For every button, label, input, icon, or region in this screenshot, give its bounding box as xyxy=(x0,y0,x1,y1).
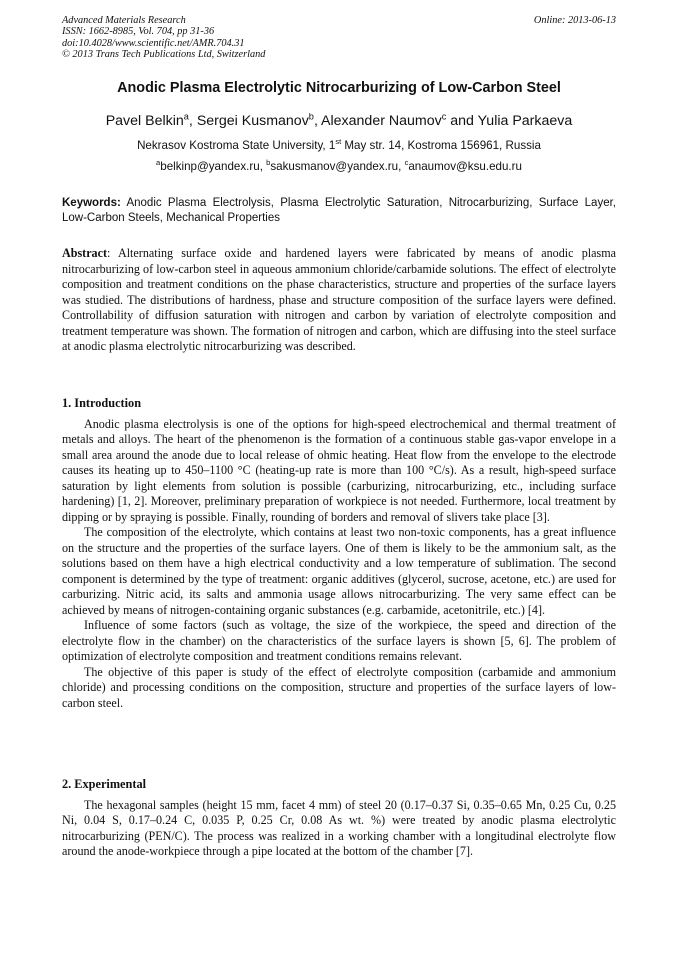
body-paragraph: The composition of the electrolyte, which contains at least two non-toxic components, has a great influence on the structure and the properties of the surface layers. One of them is likely to be the ammonium salt, as the solutions based on them have a high electrical conductivity and a low temperature of sublimation. The second component is determined by the type of treatment: organic additives (glycerol, sucrose, acetone, etc.) are used for carburizing. Nitric acid, its salts and ammonia usage allows nitrocarburizing. The very same effect can be achieved by means of nitrogen-containing organic substances (e.g. carbamide, acetonitrile, etc.) [4]. xyxy=(62,525,616,617)
author-conjunction: and xyxy=(446,113,478,129)
affiliation xyxy=(62,139,616,152)
body-paragraph: The hexagonal samples (height 15 mm, facet 4 mm) of steel 20 (0.17–0.37 Si, 0.35–0.65 Mn, 0.25 Cu, 0.25 Ni, 0.04 S, 0.17–0.24 C, 0.035 P, 0.25 Cr, 0.08 As wt. %) were treated by anodic plasma electrolytic nitrocarburizing (PEN/C). The process was realized in a working chamber with a longitudinal electrolyte flow around the anode-workpiece through a pipe located at the bottom of the chamber [7]. xyxy=(62,797,616,858)
section-heading: 2. Experimental xyxy=(62,777,147,791)
author-name: Alexander Naumov xyxy=(321,113,442,129)
affiliation-text: Nekrasov Kostroma State University, 1 xyxy=(137,139,336,152)
author-separator: , xyxy=(313,113,322,129)
author-name: Sergei Kusmanov xyxy=(196,113,309,129)
author-name: Pavel Belkin xyxy=(105,113,184,129)
journal-issn: ISSN: 1662-8985, Vol. 704, pp 31-36 xyxy=(62,26,215,38)
author-emails xyxy=(62,160,616,173)
author-name: Yulia Parkaeva xyxy=(477,113,573,129)
body-paragraph: Influence of some factors (such as voltage, the size of the workpiece, the speed and direction of the electrolyte flow in the chamber) on the characteristics of the surface layers is shown [5, 6]. The problem of optimization of electrolyte composition and treatment conditions remains relevant. xyxy=(62,618,616,663)
paper-title: Anodic Plasma Electrolytic Nitrocarburizing of Low-Carbon Steel xyxy=(117,80,561,96)
abstract xyxy=(62,246,616,355)
journal-copyright: © 2013 Trans Tech Publications Ltd, Switzerland xyxy=(62,49,266,61)
section-heading: 1. Introduction xyxy=(62,396,142,410)
author-mark: c xyxy=(441,111,447,122)
keywords xyxy=(62,196,616,226)
author-list xyxy=(62,113,616,129)
email-mark: b xyxy=(266,158,271,168)
author-separator: , xyxy=(188,113,197,129)
body-paragraph: Anodic plasma electrolysis is one of the options for high-speed electrochemical and thermal treatment of metals and alloys. The heart of the phenomenon is the formation of a continuous stable gas-vapor envelope in a small area around the anode due to local release of ohmic heating. Heat flow from the envelope to the electrode causes its heating up to 450–1100 °C (heating-up rate is more than 100 °C/s). As a result, high-speed surface saturation by light elements from solution is possible (carburizing, nitrocarburizing, etc., including surface hardening) [1, 2]. Moreover, preliminary preparation of workpiece is not needed. Furthermore, local treatment by dipping or by spraying is possible. Finally, rounding of borders and removal of slivers take place [3]. xyxy=(62,416,616,524)
email-separator: , xyxy=(398,160,405,173)
section-experimental xyxy=(62,777,616,860)
email-link[interactable]: anaumov@ksu.edu.ru xyxy=(408,160,522,173)
keywords-label: Keywords: xyxy=(62,197,121,209)
email-separator: , xyxy=(259,160,267,173)
email-mark: c xyxy=(404,158,409,168)
abstract-label: Abstract xyxy=(62,246,108,260)
journal-name: Advanced Materials Research xyxy=(62,15,186,26)
author-mark: b xyxy=(308,111,314,122)
author-mark: a xyxy=(183,111,189,122)
affiliation-ordinal: st xyxy=(335,137,342,147)
abstract-text: : Alternating surface oxide and hardened layers were fabricated by means of anodic plasma nitrocarburizing of low-carbon steel in aqueous ammonium chloride/carbamide solutions. The effect of electrolyte composition and treatment conditions on the phase characteristics, structure and properties of the surface layers was studied. The distributions of hardness, phase and structure composition of the surface layers were defined. Controllability of diffusion saturation with nitrogen and carbon by variation of electrolyte composition and treatment temperature was shown. The formation of nitrogen and carbon, which are diffusing into the steel surface at anodic plasma electrolytic nitrocarburizing was described. xyxy=(62,246,616,353)
section-introduction xyxy=(62,396,616,711)
email-link[interactable]: sakusmanov@yandex.ru xyxy=(270,160,399,173)
affiliation-text: May str. 14, Kostroma 156961, Russia xyxy=(341,139,541,152)
journal-doi: doi:10.4028/www.scientific.net/AMR.704.31 xyxy=(62,37,245,49)
email-link[interactable]: belkinp@yandex.ru xyxy=(160,160,260,173)
keywords-text: Anodic Plasma Electrolysis, Plasma Electrolytic Saturation, Nitrocarburizing, Surface Layer, Low-Carbon Steels, Mechanical Properties xyxy=(62,197,616,224)
body-paragraph: The objective of this paper is study of the effect of electrolyte composition (carbamide and ammonium chloride) and processing conditions on the composition, structure and properties of the surface layers of low-carbon steel. xyxy=(62,664,616,710)
journal-header xyxy=(62,15,616,61)
email-mark: a xyxy=(156,158,161,168)
online-date: Online: 2013-06-13 xyxy=(533,15,616,26)
